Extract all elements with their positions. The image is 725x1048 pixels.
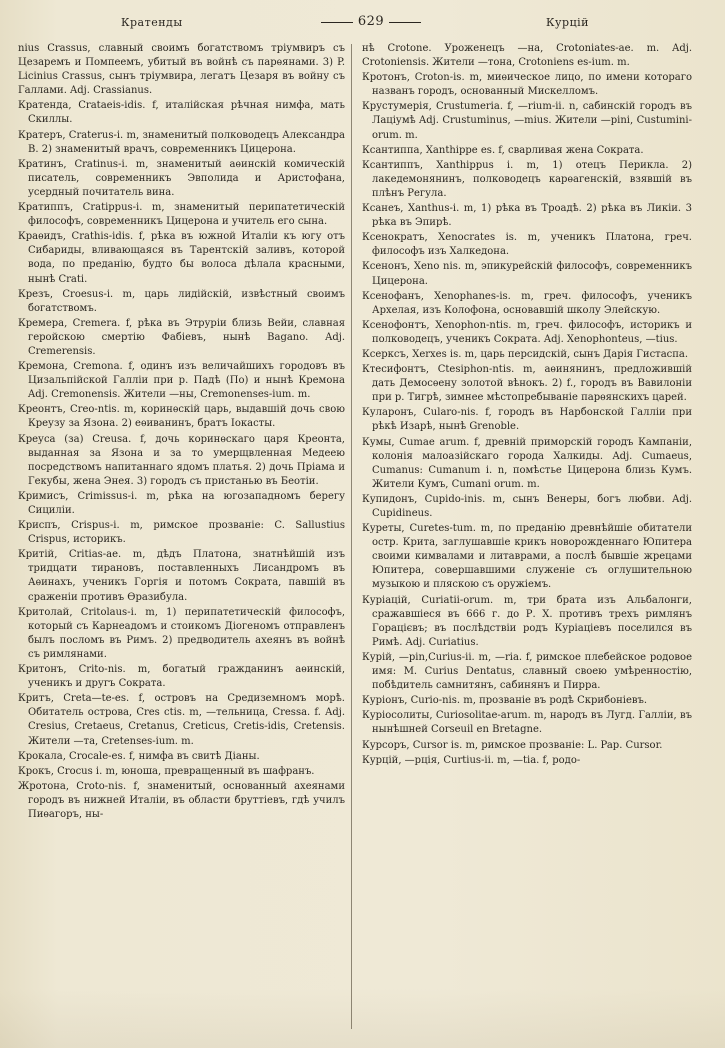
dictionary-entry: Крокъ, Crocus i. m, юноша, превращенный въ шафранъ. — [18, 765, 315, 777]
dictionary-entry: Жротона, Croto-nis. f, знаменитый, основанный ахеянами городъ въ нижней Италіи, въ области бруттіевъ, гдѣ училъ Пиѳагоръ, ны- — [18, 780, 345, 820]
dictionary-entry: Кримисъ, Crimissus-i. m, рѣка на югозападномъ берегу Сициліи. — [18, 490, 345, 516]
dictionary-entry: Крезъ, Croesus-i. m, царь лидійскій, извѣстный своимъ богатствомъ. — [18, 288, 345, 314]
dictionary-entry: Кратенда, Crataeis-idis. f, италійская рѣчная нимфа, мать Скиллы. — [18, 100, 345, 126]
dictionary-entry: Краѳидъ, Crathis-idis. f, рѣка въ южной Италіи къ югу отъ Сибариды, вливающаяся въ Тарентскій заливъ, которой вода, по преданію, будто бы волоса дѣлала красными, нынѣ Crati. — [18, 231, 345, 285]
left-column — [18, 42, 345, 1032]
header-left-word: Кратенды — [121, 16, 183, 29]
dictionary-entry: Куріонъ, Curio-nis. m, прозваніе въ родѣ Скрибоніевъ. — [362, 695, 648, 707]
dictionary-entry: Критъ, Creta—te-es. f, островъ на Средиземномъ морѣ. Обитатель острова, Cres ctis. m, —тельница, Cressa. f. Adj. Cresius, Cretaeus, Cretanus, Creticus, Cretis-idis, Cretensis. Жители —та, Cretenses-ium. m. — [18, 693, 345, 747]
dictionary-entry: Куріацій, Curiatii-orum. m, три брата изъ Альбалонги, сражавшіеся въ 666 г. до Р. Х. противъ трехъ римлянъ Горацієвъ; въ послѣдствіи родъ Куріаціевъ поселился въ Римѣ. Adj. Curiatius. — [362, 594, 692, 648]
dictionary-entry: Ксенонъ, Xeno nis. m, эпикурейскій философъ, современникъ Цицерона. — [362, 261, 692, 287]
right-column — [362, 42, 692, 1032]
header-right-word: Курцій — [546, 16, 589, 29]
dictionary-entry: Ктесифонтъ, Ctesiphon-ntis. m, аѳинянинъ, предложившій дать Демосѳену золотой вѣнокъ. 2) f., городъ въ Вавилоніи при р. Тигрѣ, зимнее мѣстопребываніе парѳянскихъ царей. — [362, 364, 692, 404]
dictionary-entry: Курцій, —рція, Curtius-ii. m, —tia. f, родо- — [362, 754, 581, 766]
dictionary-entry: нѣ Crotone. Уроженецъ —на, Crotoniates-ae. m. Adj. Crotoniensis. Жители —тона, Crotoniens es-ium. m. — [362, 43, 692, 69]
header-rule-right — [389, 22, 421, 23]
dictionary-entry: Кумы, Cumae arum. f, древній приморскій городъ Кампаніи, колонія малоазійскаго города Халкиды. Adj. Cumaeus, Cumanus: Cumanum i. n, помѣстье Цицерона близь Кумъ. Жители Кумъ, Cumani orum. m. — [362, 436, 692, 490]
dictionary-entry: Креонтъ, Creo-ntis. m, коринѳскій царь, выдавшій дочь свою Креузу за Язона. 2) еѳиванинъ, братъ Іокасты. — [18, 404, 345, 430]
dictionary-entry: Критолай, Critolaus-i. m, 1) перипатетическій философъ, который съ Карнеадомъ и стоикомъ Діогеномъ отправленъ былъ посломъ въ Римъ. 2) предводитель ахеянъ въ войнѣ съ римлянами. — [18, 606, 345, 660]
dictionary-entry: Курсоръ, Cursor is. m, римское прозваніе: L. Pap. Cursor. — [362, 739, 663, 751]
header-page-number — [311, 14, 431, 29]
column-divider — [351, 44, 352, 1029]
dictionary-entry: Ксантиппъ, Xanthippus i. m, 1) отецъ Перикла. 2) лакедемонянинъ, полководецъ карѳагенскій, взявшій въ плѣнъ Регула. — [362, 159, 692, 199]
dictionary-entry: Курій, —pin,Curius-ii. m, —ria. f, римское плебейское родовое имя: M. Curius Dentatus, славный своею умѣренностію, побѣдитель самнитянъ, сабинянъ и Пирра. — [362, 651, 692, 692]
dictionary-entry: nius Crassus, славный своимъ богатствомъ тріумвиръ съ Цезаремъ и Помпеемъ, убитый въ войнѣ съ парѳянами. 3) P. Licinius Crassus, сынъ тріумвира, легатъ Цезаря въ войну съ Галлами. Adj. Crassianus. — [18, 43, 345, 97]
dictionary-entry: Критій, Critias-ae. m, дѣдъ Платона, знатнѣйшій изъ тридцати тирановъ, поставленныхъ Лисандромъ въ Аѳинахъ, ученикъ Горгія и потомъ Сократа, павшій въ сраженіи противъ Ѳразибула. — [18, 549, 345, 603]
page-stain — [0, 988, 725, 1048]
page-number: 629 — [357, 14, 385, 29]
dictionary-entry: Криспъ, Crispus-i. m, римское прозваніе: C. Sallustius Crispus, историкъ. — [18, 520, 345, 546]
dictionary-entry: Кратиппъ, Cratippus-i. m, знаменитый перипатетическій философъ, современникъ Цицерона и учитель его сына. — [18, 202, 345, 228]
dictionary-entry: Крустумерія, Crustumeria. f, —rium-ii. n, сабинскій городъ въ Лаціумѣ Adj. Crustuminus, —mius. Жители —pini, Custumini-orum. m. — [362, 101, 692, 141]
dictionary-entry: Куларонъ, Cularo-nis. f, городъ въ Нарбонской Галліи при рѣкѣ Изарѣ, нынѣ Grenoble. — [362, 407, 692, 433]
dictionary-entry: Ксерксъ, Xerxes is. m, царь персидскій, сынъ Дарія Гистаспа. — [362, 348, 689, 360]
dictionary-entry: Креуса (за) Creusa. f, дочь коринѳскаго царя Креонта, выданная за Язона и за то умерщвленная Медеею посредствомъ напитаннаго ядомъ платья. 2) дочь Пріама и Гекубы, жена Энея. 3) городъ съ пристанью въ Беотіи. — [18, 433, 345, 487]
dictionary-entry: Куріосолиты, Curiosolitae-arum. m, народъ въ Лугд. Галліи, въ нынѣшней Corseuil en Bretagne. — [362, 710, 692, 736]
dictionary-entry: Купидонъ, Cupido-inis. m, сынъ Венеры, богъ любви. Adj. Cupidineus. — [362, 493, 692, 519]
dictionary-entry: Кратеръ, Craterus-i. m, знаменитый полководецъ Александра В. 2) знаменитый врачъ, современникъ Цицерона. — [18, 129, 345, 155]
dictionary-entry: Ксенофанъ, Xenophanes-is. m, греч. философъ, ученикъ Архелая, изъ Колофона, основавшій школу Элейскую. — [362, 290, 692, 316]
dictionary-entry: Ксантиппа, Xanthippe es. f, сварливая жена Сократа. — [362, 144, 644, 156]
header-rule-left — [321, 22, 353, 23]
page-header — [26, 14, 699, 32]
dictionary-entry: Ксенофонтъ, Xenophon-ntis. m, греч. философъ, историкъ и полководецъ, ученикъ Сократа. Adj. Xenophonteus, —tius. — [362, 319, 692, 345]
dictionary-entry: Кротонъ, Croton-is. m, миѳическое лицо, по имени котораго названъ городъ, основанный Мискелломъ. — [362, 72, 692, 98]
dictionary-entry: Куреты, Curetes-tum. m, по преданію древнѣйшіе обитатели остр. Крита, заглушавшіе крикъ новорожденнаго Юпитера своими кимвалами и литаврами, а послѣ бывшіе жрецами Юпитера, совершавшими служеніе съ оглушительною музыкою и пляскою съ оружіемъ. — [362, 523, 692, 591]
dictionary-entry: Кратинъ, Cratinus-i. m, знаменитый аѳинскій комическій писатель, современникъ Эвполида и Аристофана, усердный почитатель вина. — [18, 158, 345, 198]
dictionary-entry: Кремона, Cremona. f, одинъ изъ величайшихъ городовъ въ Цизальпійской Галліи при р. Падѣ (По) и нынѣ Кремона Adj. Cremonensis. Жители —ны, Cremonenses-ium. m. — [18, 361, 345, 401]
dictionary-entry: Крокала, Crocale-es. f, нимфа въ свитѣ Діаны. — [18, 750, 260, 762]
dictionary-entry: Ксанеъ, Xanthus-i. m, 1) рѣка въ Троадѣ. 2) рѣка въ Ликіи. 3 рѣка въ Эпирѣ. — [362, 203, 692, 229]
dictionary-entry: Критонъ, Crito-nis. m, богатый гражданинъ аѳинскій, ученикъ и другъ Сократа. — [18, 664, 345, 690]
dictionary-entry: Ксенократъ, Xenocrates is. m, ученикъ Платона, греч. философъ изъ Халкедона. — [362, 232, 692, 258]
dictionary-entry: Кремера, Cremera. f, рѣка въ Этруріи близь Вейи, славная геройскою смертію Фабіевъ, нынѣ Bagano. Adj. Cremerensis. — [18, 317, 345, 357]
